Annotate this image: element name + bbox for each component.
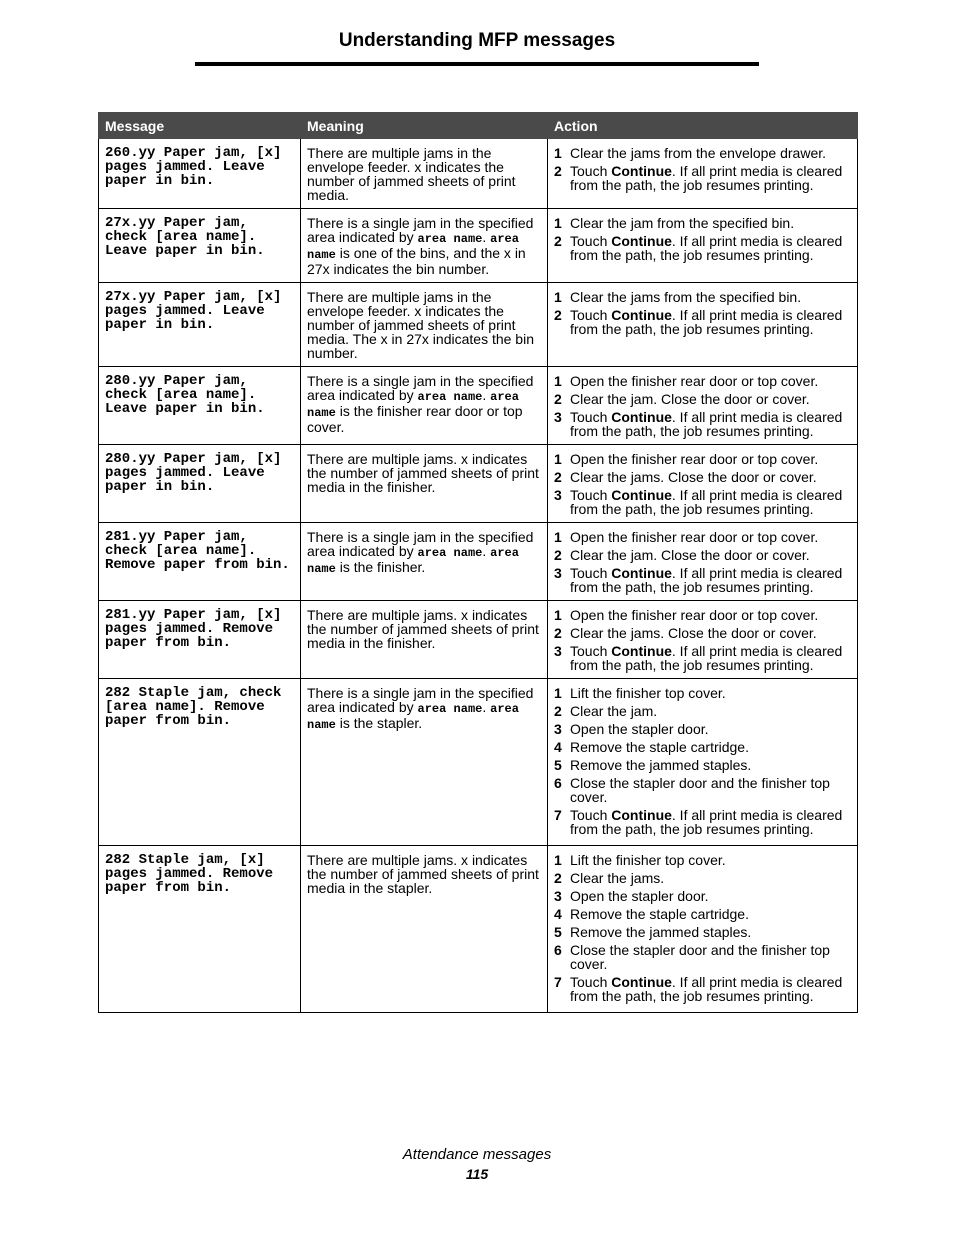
meaning-text: There is a single jam in the specified area indicated by	[307, 685, 534, 715]
step-number: 2	[554, 870, 562, 886]
action-step	[554, 410, 851, 438]
step-number: 3	[554, 721, 562, 737]
messages-table	[98, 112, 858, 1013]
step-text: Lift the finisher top cover.	[570, 852, 726, 868]
title-rule	[195, 62, 759, 66]
table-row	[99, 679, 858, 846]
step-text: Touch	[570, 163, 612, 179]
step-number: 3	[554, 565, 562, 581]
action-step	[554, 907, 851, 921]
step-text: . If all print media is cleared from the path, the job resumes printing.	[570, 565, 843, 595]
step-text: Clear the jams from the specified bin.	[570, 289, 802, 305]
step-text: Touch	[570, 643, 612, 659]
meaning-text: is the stapler.	[335, 715, 423, 731]
action-steps	[554, 853, 851, 1003]
step-number: 4	[554, 739, 562, 755]
step-text: Open the finisher rear door or top cover.	[570, 451, 819, 467]
step-number: 1	[554, 215, 562, 231]
action-step	[554, 871, 851, 885]
step-number: 1	[554, 289, 562, 305]
step-text: Open the finisher rear door or top cover.	[570, 607, 819, 623]
meaning-cell	[301, 209, 548, 283]
step-number: 3	[554, 409, 562, 425]
meaning-text: There is a single jam in the specified area indicated by	[307, 529, 534, 559]
meaning-cell	[301, 523, 548, 601]
message-cell: 281.yy Paper jam, check [area name]. Remove paper from bin.	[99, 523, 301, 601]
action-step	[554, 452, 851, 466]
action-step	[554, 548, 851, 562]
action-step	[554, 608, 851, 622]
meaning-text: There are multiple jams. x indicates the number of jammed sheets of print media in the finisher.	[307, 451, 539, 495]
meaning-cell	[301, 846, 548, 1013]
step-number: 2	[554, 625, 562, 641]
action-step	[554, 216, 851, 230]
step-text: . If all print media is cleared from the path, the job resumes printing.	[570, 487, 843, 517]
meaning-text: .	[482, 543, 491, 559]
column-header-meaning: Meaning	[301, 113, 548, 139]
step-number: 7	[554, 807, 562, 823]
button-name-text: Continue	[611, 409, 672, 425]
action-cell	[548, 523, 858, 601]
message-cell: 282 Staple jam, [x] pages jammed. Remove paper from bin.	[99, 846, 301, 1013]
meaning-text: is the finisher rear door or top cover.	[307, 403, 523, 435]
step-text: Open the finisher rear door or top cover.	[570, 529, 819, 545]
step-text: Clear the jams.	[570, 870, 665, 886]
step-text: Lift the finisher top cover.	[570, 685, 726, 701]
action-step	[554, 234, 851, 262]
action-step	[554, 704, 851, 718]
table-row	[99, 846, 858, 1013]
action-step	[554, 566, 851, 594]
step-text: Touch	[570, 565, 612, 581]
meaning-text: is the finisher.	[335, 559, 426, 575]
message-cell: 282 Staple jam, check [area name]. Remove paper from bin.	[99, 679, 301, 846]
step-text: Remove the staple cartridge.	[570, 906, 749, 922]
meaning-text: is one of the bins, and the x in 27x indicates the bin number.	[307, 245, 526, 277]
step-text: . If all print media is cleared from the path, the job resumes printing.	[570, 163, 843, 193]
action-cell	[548, 139, 858, 209]
step-text: Touch	[570, 307, 612, 323]
meaning-text: There are multiple jams. x indicates the number of jammed sheets of print media in the stapler.	[307, 852, 539, 896]
meaning-text: There are multiple jams. x indicates the number of jammed sheets of print media in the finisher.	[307, 607, 539, 651]
step-number: 1	[554, 852, 562, 868]
step-number: 3	[554, 487, 562, 503]
step-number: 1	[554, 451, 562, 467]
step-number: 2	[554, 391, 562, 407]
action-step	[554, 488, 851, 516]
step-text: Touch	[570, 974, 612, 990]
step-number: 3	[554, 888, 562, 904]
action-step	[554, 644, 851, 672]
step-number: 2	[554, 163, 562, 179]
footer-section-title: Attendance messages	[402, 1146, 552, 1163]
action-step	[554, 290, 851, 304]
step-number: 6	[554, 942, 562, 958]
code-term: area name	[417, 702, 483, 716]
action-step	[554, 392, 851, 406]
meaning-text: .	[482, 229, 491, 245]
step-text: . If all print media is cleared from the path, the job resumes printing.	[570, 974, 843, 1004]
table-row	[99, 209, 858, 283]
code-term: area name	[307, 546, 519, 576]
action-step	[554, 776, 851, 804]
action-step	[554, 925, 851, 939]
step-text: Close the stapler door and the finisher top cover.	[570, 942, 830, 972]
button-name-text: Continue	[611, 233, 672, 249]
table-body	[99, 139, 858, 1013]
action-cell	[548, 601, 858, 679]
step-text: Clear the jam.	[570, 703, 658, 719]
action-step	[554, 943, 851, 971]
step-text: Touch	[570, 487, 612, 503]
code-term: area name	[307, 390, 519, 420]
meaning-text: .	[482, 387, 491, 403]
table-row	[99, 367, 858, 445]
column-header-message: Message	[99, 113, 301, 139]
button-name-text: Continue	[611, 565, 672, 581]
action-step	[554, 686, 851, 700]
action-steps	[554, 374, 851, 438]
step-number: 1	[554, 685, 562, 701]
message-cell: 281.yy Paper jam, [x] pages jammed. Remove paper from bin.	[99, 601, 301, 679]
action-step	[554, 530, 851, 544]
action-cell	[548, 445, 858, 523]
action-steps	[554, 146, 851, 192]
action-step	[554, 626, 851, 640]
step-text: Open the stapler door.	[570, 888, 709, 904]
action-steps	[554, 290, 851, 336]
step-number: 2	[554, 307, 562, 323]
action-step	[554, 740, 851, 754]
action-cell	[548, 846, 858, 1013]
step-text: Remove the jammed staples.	[570, 757, 752, 773]
message-cell: 260.yy Paper jam, [x] pages jammed. Leave paper in bin.	[99, 139, 301, 209]
column-header-action: Action	[548, 113, 858, 139]
table-header-row	[99, 113, 858, 139]
page-title: Understanding MFP messages	[338, 30, 616, 51]
page-number: 115	[465, 1166, 489, 1182]
action-cell	[548, 283, 858, 367]
table-row	[99, 601, 858, 679]
step-number: 2	[554, 547, 562, 563]
table-row	[99, 283, 858, 367]
action-step	[554, 374, 851, 388]
table-row	[99, 445, 858, 523]
button-name-text: Continue	[611, 307, 672, 323]
action-steps	[554, 216, 851, 262]
code-term: area name	[307, 702, 519, 732]
action-cell	[548, 679, 858, 846]
meaning-text: There is a single jam in the specified area indicated by	[307, 373, 534, 403]
table-row	[99, 139, 858, 209]
message-cell: 280.yy Paper jam, [x] pages jammed. Leave paper in bin.	[99, 445, 301, 523]
code-term: area name	[417, 232, 483, 246]
action-cell	[548, 209, 858, 283]
step-number: 5	[554, 924, 562, 940]
action-step	[554, 722, 851, 736]
step-number: 2	[554, 703, 562, 719]
action-step	[554, 808, 851, 836]
step-number: 2	[554, 469, 562, 485]
meaning-text: There is a single jam in the specified area indicated by	[307, 215, 534, 245]
message-cell: 27x.yy Paper jam, [x] pages jammed. Leave paper in bin.	[99, 283, 301, 367]
button-name-text: Continue	[611, 807, 672, 823]
meaning-cell	[301, 283, 548, 367]
message-cell: 27x.yy Paper jam, check [area name]. Leave paper in bin.	[99, 209, 301, 283]
button-name-text: Continue	[611, 974, 672, 990]
step-number: 1	[554, 529, 562, 545]
step-text: Clear the jams. Close the door or cover.	[570, 625, 817, 641]
action-steps	[554, 608, 851, 672]
meaning-cell	[301, 445, 548, 523]
button-name-text: Continue	[611, 643, 672, 659]
step-text: Clear the jams from the envelope drawer.	[570, 145, 827, 161]
step-text: . If all print media is cleared from the path, the job resumes printing.	[570, 643, 843, 673]
message-cell: 280.yy Paper jam, check [area name]. Leave paper in bin.	[99, 367, 301, 445]
step-number: 1	[554, 373, 562, 389]
action-steps	[554, 686, 851, 836]
step-text: Clear the jam from the specified bin.	[570, 215, 795, 231]
action-steps	[554, 530, 851, 594]
meaning-cell	[301, 679, 548, 846]
step-text: Touch	[570, 233, 612, 249]
table-row	[99, 523, 858, 601]
action-step	[554, 758, 851, 772]
step-text: Remove the jammed staples.	[570, 924, 752, 940]
step-text: Touch	[570, 807, 612, 823]
action-step	[554, 146, 851, 160]
step-number: 7	[554, 974, 562, 990]
meaning-cell	[301, 139, 548, 209]
meaning-text: .	[482, 699, 491, 715]
step-text: . If all print media is cleared from the path, the job resumes printing.	[570, 807, 843, 837]
step-text: Clear the jam. Close the door or cover.	[570, 547, 810, 563]
step-text: Open the stapler door.	[570, 721, 709, 737]
meaning-text: There are multiple jams in the envelope feeder. x indicates the number of jammed sheets of print media. The x in 27x indicates the bin number.	[307, 289, 534, 361]
action-steps	[554, 452, 851, 516]
action-step	[554, 470, 851, 484]
code-term: area name	[417, 546, 483, 560]
step-number: 5	[554, 757, 562, 773]
action-step	[554, 975, 851, 1003]
step-number: 1	[554, 145, 562, 161]
action-step	[554, 308, 851, 336]
step-text: Touch	[570, 409, 612, 425]
step-text: Clear the jams. Close the door or cover.	[570, 469, 817, 485]
action-step	[554, 164, 851, 192]
step-number: 4	[554, 906, 562, 922]
code-term: area name	[417, 390, 483, 404]
meaning-text: There are multiple jams in the envelope feeder. x indicates the number of jammed sheets of print media.	[307, 145, 516, 203]
step-text: Open the finisher rear door or top cover.	[570, 373, 819, 389]
action-cell	[548, 367, 858, 445]
step-text: . If all print media is cleared from the path, the job resumes printing.	[570, 233, 843, 263]
action-step	[554, 889, 851, 903]
step-text: Remove the staple cartridge.	[570, 739, 749, 755]
step-number: 2	[554, 233, 562, 249]
step-text: . If all print media is cleared from the path, the job resumes printing.	[570, 307, 843, 337]
step-text: . If all print media is cleared from the path, the job resumes printing.	[570, 409, 843, 439]
meaning-cell	[301, 601, 548, 679]
step-text: Close the stapler door and the finisher top cover.	[570, 775, 830, 805]
code-term: area name	[307, 232, 519, 262]
step-number: 3	[554, 643, 562, 659]
step-number: 1	[554, 607, 562, 623]
action-step	[554, 853, 851, 867]
button-name-text: Continue	[611, 487, 672, 503]
step-text: Clear the jam. Close the door or cover.	[570, 391, 810, 407]
button-name-text: Continue	[611, 163, 672, 179]
meaning-cell	[301, 367, 548, 445]
step-number: 6	[554, 775, 562, 791]
